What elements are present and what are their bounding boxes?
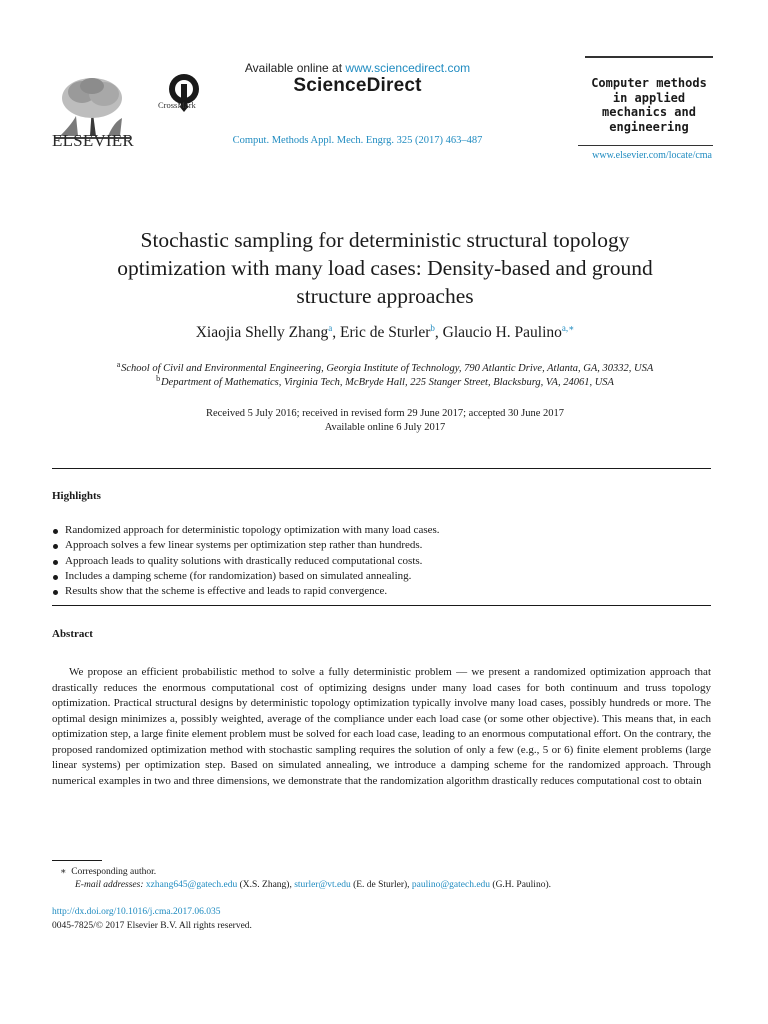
crossmark-label: CrossMark bbox=[158, 100, 196, 110]
highlight-item: Results show that the scheme is effective and leads to rapid convergence. bbox=[52, 584, 711, 599]
email-owner: (X.S. Zhang), bbox=[239, 880, 295, 890]
affiliation bbox=[60, 360, 710, 374]
article-title-line: optimization with many load cases: Density-based and ground bbox=[117, 256, 653, 280]
available-prefix: Available online at bbox=[244, 61, 346, 75]
author-separator: , bbox=[332, 324, 341, 341]
author-affiliation-mark[interactable]: a bbox=[328, 323, 333, 333]
email-label: E-mail addresses: bbox=[75, 880, 144, 890]
abstract-heading: Abstract bbox=[52, 628, 93, 640]
email-link[interactable]: xzhang645@gatech.edu bbox=[145, 880, 238, 890]
author-affiliation-mark[interactable]: b bbox=[430, 323, 435, 333]
section-divider bbox=[52, 605, 711, 606]
abstract-body: We propose an efficient probabilistic method to solve a fully deterministic problem — we present a randomized optimization approach that drastically reduces the enormous computational cost of optimizing designs under many load cases for both continuum and truss topology optimization. Practical structural designs by deterministic topology optimization typically involve many load cases, possibly hundreds or more. The optimal design minimizes a, possibly weighted, average of the compliance under each load case (or some other objective). This means that, in each optimization step, a large finite element problem must be solved for each load case, leading to an enormous computational effort. On the contrary, the proposed randomized optimization method with stochastic sampling requires the solution of only a few (e.g., 5 or 6) finite element problems (large linear systems) per optimization step. Based on simulated annealing, we introduce a damping scheme for the randomized approach. Through numerical examples in two and three dimensions, we demonstrate that the randomization algorithm drastically reduces computational cost to obtain bbox=[52, 666, 711, 787]
journal-homepage-link[interactable]: www.elsevier.com/locate/cma bbox=[592, 150, 712, 161]
journal-citation-link[interactable]: Comput. Methods Appl. Mech. Engrg. 325 (2017) 463–487 bbox=[232, 135, 483, 146]
affiliation-mark: b bbox=[156, 374, 161, 383]
author-list bbox=[60, 323, 710, 342]
affiliation bbox=[60, 374, 710, 388]
journal-title-line: in applied bbox=[612, 90, 686, 105]
available-online-line bbox=[200, 61, 515, 75]
highlight-item: Approach leads to quality solutions with drastically reduced computational costs. bbox=[52, 554, 711, 569]
available-online-date: Available online 6 July 2017 bbox=[324, 422, 446, 433]
author-name: Xiaojia Shelly Zhang bbox=[195, 324, 329, 341]
sciencedirect-wordmark: ScienceDirect bbox=[293, 75, 422, 96]
footnote-rule bbox=[52, 860, 102, 861]
sciencedirect-link[interactable]: www.sciencedirect.com bbox=[345, 61, 471, 75]
author-affiliation-mark[interactable]: a,∗ bbox=[561, 323, 575, 333]
corresponding-mark: ∗ bbox=[60, 867, 67, 877]
received-dates: Received 5 July 2016; received in revised form 29 June 2017; accepted 30 June 2017 bbox=[205, 408, 565, 419]
affiliation-mark: a bbox=[116, 360, 121, 369]
highlight-item: Randomized approach for deterministic topology optimization with many load cases. bbox=[52, 523, 711, 538]
author-separator: , bbox=[434, 324, 443, 341]
affiliation-text: Department of Mathematics, Virginia Tech, McBryde Hall, 225 Stanger Street, Blacksburg, VA, 24061, USA bbox=[160, 377, 614, 388]
journal-title-line: mechanics and bbox=[602, 105, 696, 119]
publisher-name: ELSEVIER bbox=[52, 131, 134, 150]
affiliation-text: School of Civil and Environmental Engineering, Georgia Institute of Technology, 790 Atlantic Drive, Atlanta, GA, 30332, USA bbox=[121, 363, 654, 374]
highlight-item: Approach solves a few linear systems per optimization step rather than hundreds. bbox=[52, 538, 711, 553]
journal-title bbox=[578, 76, 720, 134]
highlights-heading: Highlights bbox=[52, 490, 101, 502]
highlight-item: Includes a damping scheme (for randomization) based on simulated annealing. bbox=[52, 569, 711, 584]
highlights-list bbox=[52, 523, 711, 599]
email-link[interactable]: paulino@gatech.edu bbox=[411, 880, 491, 890]
journal-title-top-rule bbox=[585, 56, 713, 58]
email-owner: (G.H. Paulino). bbox=[492, 880, 551, 890]
corresponding-text: Corresponding author. bbox=[71, 867, 157, 877]
journal-title-line: engineering bbox=[609, 119, 689, 134]
email-addresses-note bbox=[75, 880, 551, 890]
doi-link[interactable]: http://dx.doi.org/10.1016/j.cma.2017.06.035 bbox=[52, 907, 221, 917]
article-title-line: Stochastic sampling for deterministic structural topology bbox=[140, 228, 630, 252]
author-name: Glaucio H. Paulino bbox=[442, 324, 562, 341]
email-link[interactable]: sturler@vt.edu bbox=[294, 880, 351, 890]
email-owner: (E. de Sturler), bbox=[353, 880, 412, 890]
article-title bbox=[60, 226, 710, 310]
copyright-line: 0045-7825/© 2017 Elsevier B.V. All rights reserved. bbox=[52, 921, 252, 931]
article-title-line: structure approaches bbox=[296, 284, 474, 308]
author-name: Eric de Sturler bbox=[340, 324, 431, 341]
journal-title-bottom-rule bbox=[578, 145, 713, 146]
journal-title-line: Computer methods bbox=[591, 76, 707, 90]
corresponding-author-note bbox=[60, 866, 156, 877]
section-divider bbox=[52, 468, 711, 469]
